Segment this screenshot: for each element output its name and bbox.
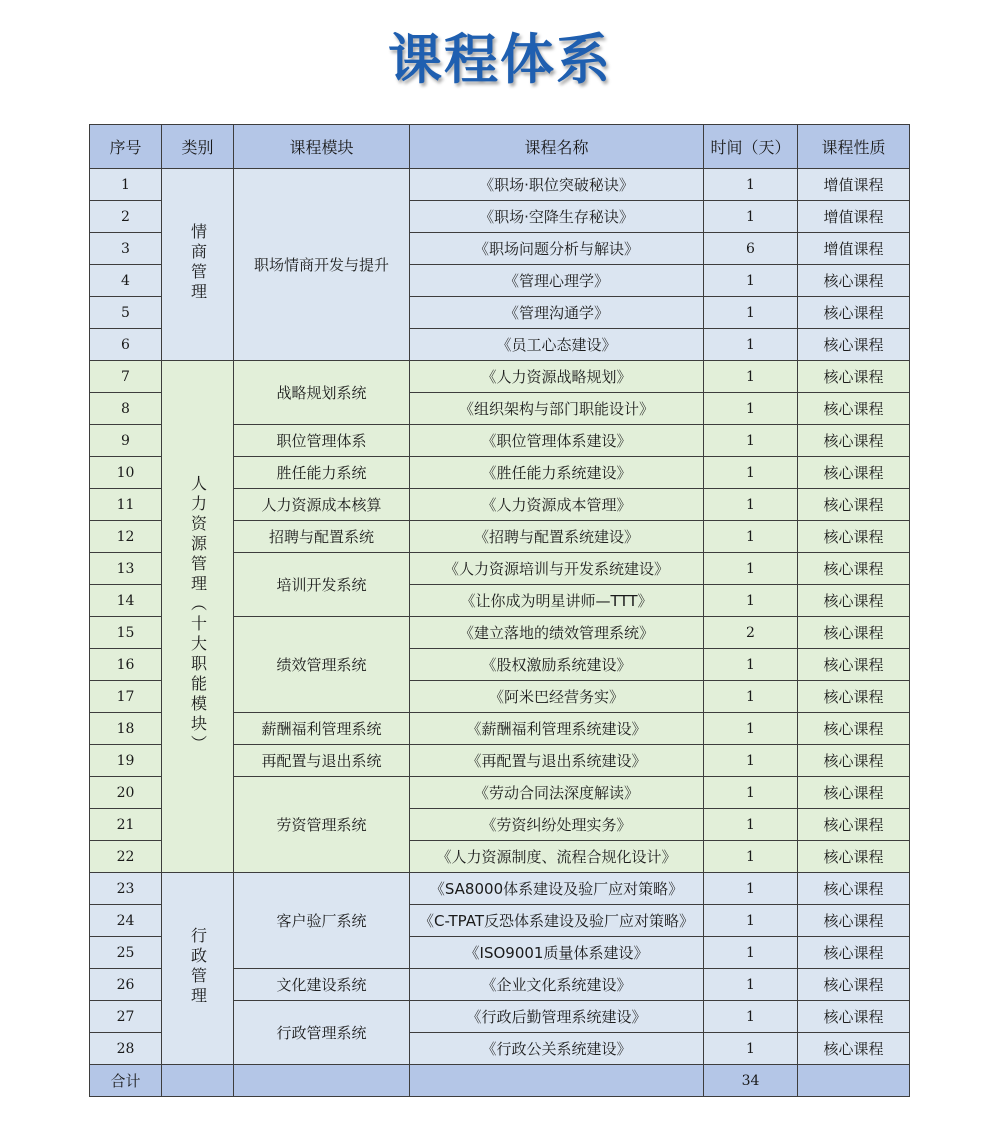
row-seq: 19 — [90, 745, 162, 777]
course-name: 《行政后勤管理系统建设》 — [410, 1001, 704, 1033]
row-seq: 4 — [90, 265, 162, 297]
course-days: 1 — [704, 489, 798, 521]
module-cell: 劳资管理系统 — [234, 777, 410, 873]
course-table — [89, 124, 910, 1097]
row-seq: 5 — [90, 297, 162, 329]
course-days: 1 — [704, 905, 798, 937]
course-nature: 核心课程 — [798, 969, 910, 1001]
course-name: 《职位管理体系建设》 — [410, 425, 704, 457]
course-nature: 核心课程 — [798, 617, 910, 649]
table-row — [90, 361, 910, 393]
course-name: 《管理心理学》 — [410, 265, 704, 297]
course-nature: 增值课程 — [798, 233, 910, 265]
row-seq: 12 — [90, 521, 162, 553]
category-label: 情商管理 — [188, 222, 208, 303]
row-seq: 21 — [90, 809, 162, 841]
table-header-row — [90, 125, 910, 169]
course-name: 《人力资源培训与开发系统建设》 — [410, 553, 704, 585]
course-name: 《胜任能力系统建设》 — [410, 457, 704, 489]
course-name: 《股权激励系统建设》 — [410, 649, 704, 681]
row-seq: 28 — [90, 1033, 162, 1065]
course-nature: 核心课程 — [798, 425, 910, 457]
course-days: 1 — [704, 777, 798, 809]
course-name: 《企业文化系统建设》 — [410, 969, 704, 1001]
course-days: 1 — [704, 649, 798, 681]
course-nature: 核心课程 — [798, 777, 910, 809]
course-nature: 核心课程 — [798, 393, 910, 425]
header-module: 课程模块 — [234, 125, 410, 169]
course-days: 1 — [704, 169, 798, 201]
course-nature: 核心课程 — [798, 521, 910, 553]
course-days: 1 — [704, 745, 798, 777]
course-days: 1 — [704, 521, 798, 553]
course-days: 1 — [704, 1001, 798, 1033]
row-seq: 16 — [90, 649, 162, 681]
total-empty-cell — [234, 1065, 410, 1097]
course-nature: 核心课程 — [798, 585, 910, 617]
course-name: 《职场·空降生存秘诀》 — [410, 201, 704, 233]
row-seq: 27 — [90, 1001, 162, 1033]
row-seq: 14 — [90, 585, 162, 617]
module-cell: 培训开发系统 — [234, 553, 410, 617]
row-seq: 8 — [90, 393, 162, 425]
page-title: 课程体系 — [388, 28, 612, 91]
course-name: 《劳资纠纷处理实务》 — [410, 809, 704, 841]
header-category: 类别 — [162, 125, 234, 169]
row-seq: 1 — [90, 169, 162, 201]
course-name: 《员工心态建设》 — [410, 329, 704, 361]
course-days: 1 — [704, 457, 798, 489]
course-nature: 增值课程 — [798, 201, 910, 233]
module-cell: 绩效管理系统 — [234, 617, 410, 713]
course-days: 1 — [704, 1033, 798, 1065]
course-days: 1 — [704, 841, 798, 873]
course-days: 1 — [704, 713, 798, 745]
course-days: 1 — [704, 361, 798, 393]
course-days: 2 — [704, 617, 798, 649]
course-name: 《阿米巴经营务实》 — [410, 681, 704, 713]
course-days: 1 — [704, 873, 798, 905]
course-days: 1 — [704, 681, 798, 713]
course-days: 1 — [704, 201, 798, 233]
category-label: 行政管理 — [188, 926, 208, 1007]
course-nature: 核心课程 — [798, 713, 910, 745]
course-nature: 核心课程 — [798, 489, 910, 521]
row-seq: 26 — [90, 969, 162, 1001]
module-cell: 行政管理系统 — [234, 1001, 410, 1065]
row-seq: 13 — [90, 553, 162, 585]
course-nature: 核心课程 — [798, 297, 910, 329]
course-nature: 核心课程 — [798, 745, 910, 777]
row-seq: 2 — [90, 201, 162, 233]
header-time: 时间（天） — [704, 125, 798, 169]
course-name: 《让你成为明星讲师—TTT》 — [410, 585, 704, 617]
course-name: 《劳动合同法深度解读》 — [410, 777, 704, 809]
course-nature: 核心课程 — [798, 937, 910, 969]
course-days: 1 — [704, 329, 798, 361]
row-seq: 25 — [90, 937, 162, 969]
course-days: 1 — [704, 393, 798, 425]
course-nature: 核心课程 — [798, 1001, 910, 1033]
course-nature: 核心课程 — [798, 329, 910, 361]
course-days: 1 — [704, 297, 798, 329]
module-cell: 战略规划系统 — [234, 361, 410, 425]
category-cell — [162, 169, 234, 361]
module-cell: 招聘与配置系统 — [234, 521, 410, 553]
course-days: 1 — [704, 937, 798, 969]
module-cell: 职场情商开发与提升 — [234, 169, 410, 361]
row-seq: 18 — [90, 713, 162, 745]
course-nature: 核心课程 — [798, 361, 910, 393]
course-name: 《职场问题分析与解诀》 — [410, 233, 704, 265]
course-days: 1 — [704, 809, 798, 841]
course-name: 《C-TPAT反恐体系建设及验厂应对策略》 — [410, 905, 704, 937]
row-seq: 7 — [90, 361, 162, 393]
course-days: 1 — [704, 425, 798, 457]
module-cell: 文化建设系统 — [234, 969, 410, 1001]
row-seq: 22 — [90, 841, 162, 873]
module-cell: 人力资源成本核算 — [234, 489, 410, 521]
course-nature: 核心课程 — [798, 1033, 910, 1065]
row-seq: 11 — [90, 489, 162, 521]
row-seq: 15 — [90, 617, 162, 649]
total-label: 合计 — [90, 1065, 162, 1097]
row-seq: 24 — [90, 905, 162, 937]
course-name: 《行政公关系统建设》 — [410, 1033, 704, 1065]
table-row — [90, 873, 910, 905]
course-nature: 核心课程 — [798, 809, 910, 841]
row-seq: 17 — [90, 681, 162, 713]
course-name: 《ISO9001质量体系建设》 — [410, 937, 704, 969]
row-seq: 9 — [90, 425, 162, 457]
course-name: 《SA8000体系建设及验厂应对策略》 — [410, 873, 704, 905]
course-name: 《人力资源成本管理》 — [410, 489, 704, 521]
total-row — [90, 1065, 910, 1097]
header-seq: 序号 — [90, 125, 162, 169]
module-cell: 再配置与退出系统 — [234, 745, 410, 777]
header-name: 课程名称 — [410, 125, 704, 169]
category-label: 人力资源管理（十大职能模块） — [188, 474, 208, 755]
course-nature: 核心课程 — [798, 553, 910, 585]
course-name: 《人力资源战略规划》 — [410, 361, 704, 393]
table-row — [90, 169, 910, 201]
row-seq: 23 — [90, 873, 162, 905]
course-days: 1 — [704, 265, 798, 297]
row-seq: 20 — [90, 777, 162, 809]
course-nature: 增值课程 — [798, 169, 910, 201]
course-name: 《招聘与配置系统建设》 — [410, 521, 704, 553]
course-name: 《人力资源制度、流程合规化设计》 — [410, 841, 704, 873]
course-days: 6 — [704, 233, 798, 265]
category-cell — [162, 873, 234, 1065]
module-cell: 胜任能力系统 — [234, 457, 410, 489]
course-days: 1 — [704, 969, 798, 1001]
total-days: 34 — [704, 1065, 798, 1097]
course-name: 《薪酬福利管理系统建设》 — [410, 713, 704, 745]
course-name: 《组织架构与部门职能设计》 — [410, 393, 704, 425]
course-name: 《建立落地的绩效管理系统》 — [410, 617, 704, 649]
row-seq: 3 — [90, 233, 162, 265]
course-nature: 核心课程 — [798, 905, 910, 937]
course-nature: 核心课程 — [798, 873, 910, 905]
total-empty-cell — [162, 1065, 234, 1097]
course-name: 《管理沟通学》 — [410, 297, 704, 329]
module-cell: 客户验厂系统 — [234, 873, 410, 969]
total-empty-cell — [798, 1065, 910, 1097]
course-name: 《再配置与退出系统建设》 — [410, 745, 704, 777]
course-nature: 核心课程 — [798, 457, 910, 489]
course-days: 1 — [704, 553, 798, 585]
course-nature: 核心课程 — [798, 649, 910, 681]
total-empty-cell — [410, 1065, 704, 1097]
module-cell: 薪酬福利管理系统 — [234, 713, 410, 745]
row-seq: 10 — [90, 457, 162, 489]
course-nature: 核心课程 — [798, 265, 910, 297]
course-nature: 核心课程 — [798, 841, 910, 873]
header-nature: 课程性质 — [798, 125, 910, 169]
category-cell — [162, 361, 234, 873]
course-nature: 核心课程 — [798, 681, 910, 713]
module-cell: 职位管理体系 — [234, 425, 410, 457]
course-name: 《职场·职位突破秘诀》 — [410, 169, 704, 201]
course-days: 1 — [704, 585, 798, 617]
row-seq: 6 — [90, 329, 162, 361]
